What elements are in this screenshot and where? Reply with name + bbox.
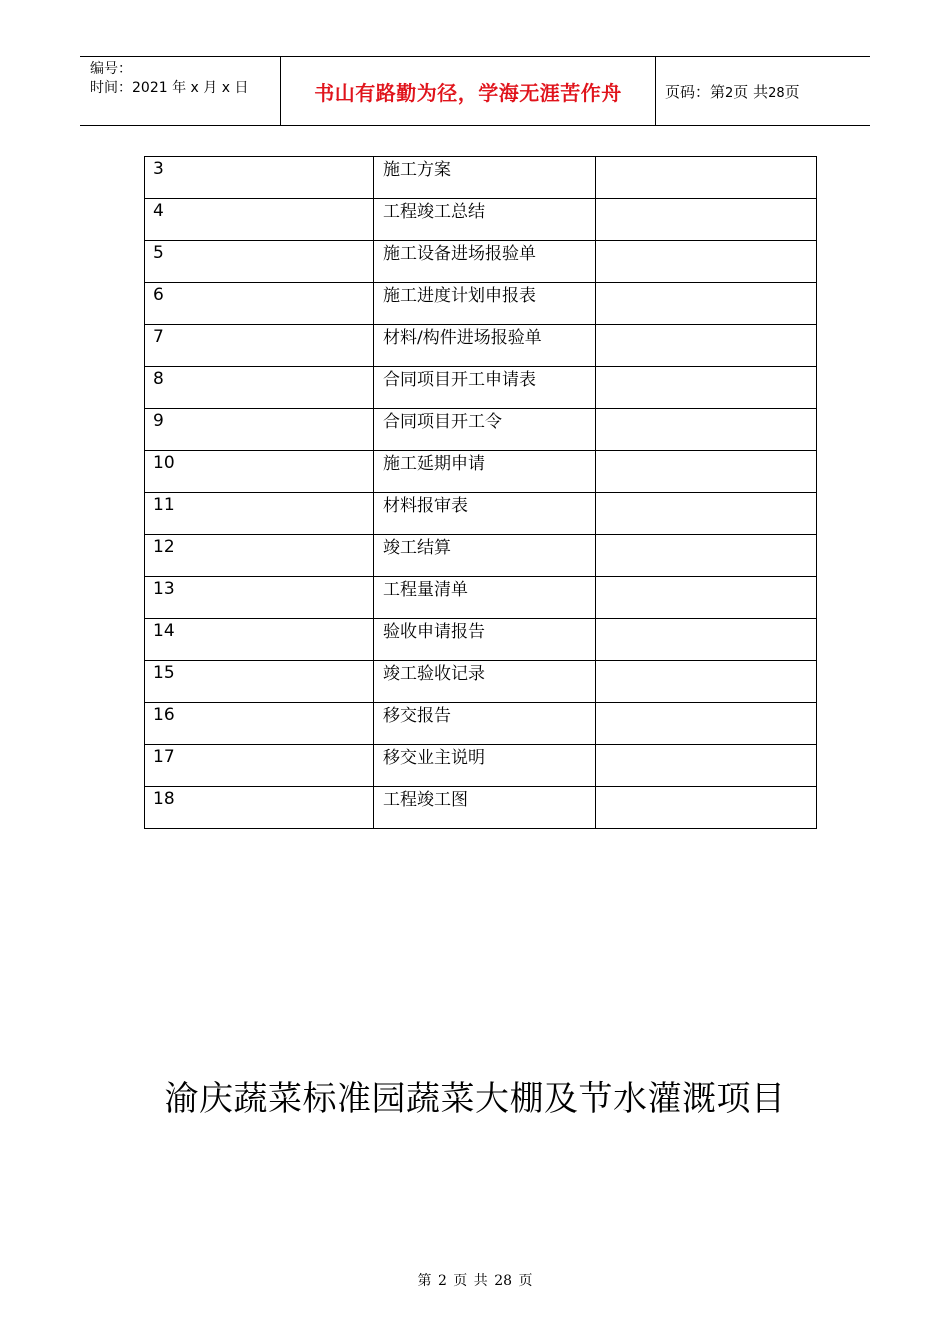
project-title-text: 渝庆蔬菜标准园蔬菜大棚及节水灌溉项目 [164, 1079, 786, 1119]
row-remark-cell [596, 451, 817, 493]
page-footer: 第 2 页 共 28 页 [417, 1273, 533, 1289]
row-remark-cell [596, 157, 817, 199]
row-document-name-cell: 工程竣工总结 [374, 199, 596, 241]
row-remark-cell [596, 535, 817, 577]
row-number-cell: 12 [145, 535, 374, 577]
table-row [145, 283, 817, 325]
row-document-name-cell: 竣工验收记录 [374, 661, 596, 703]
row-number-cell: 6 [145, 283, 374, 325]
row-number-cell: 15 [145, 661, 374, 703]
table-row [145, 451, 817, 493]
row-number-cell: 8 [145, 367, 374, 409]
row-number-cell: 7 [145, 325, 374, 367]
table-row [145, 493, 817, 535]
row-document-name-cell: 移交业主说明 [374, 745, 596, 787]
page-total: 28 [768, 85, 785, 101]
row-number-cell: 11 [145, 493, 374, 535]
row-remark-cell [596, 577, 817, 619]
row-remark-cell [596, 745, 817, 787]
row-number-cell: 14 [145, 619, 374, 661]
header-motto: 书山有路勤为径，学海无涯苦作舟 [314, 80, 622, 105]
row-document-name-cell: 合同项目开工申请表 [374, 367, 596, 409]
table-row [145, 367, 817, 409]
row-number-cell: 18 [145, 787, 374, 829]
row-number-cell: 16 [145, 703, 374, 745]
document-code-label: 编号： [90, 61, 132, 77]
page-current: 2 [725, 85, 734, 101]
page-prefix: 页码：第 [665, 82, 726, 101]
row-document-name-cell: 工程量清单 [374, 577, 596, 619]
row-remark-cell [596, 409, 817, 451]
row-remark-cell [596, 325, 817, 367]
document-date-label: 时间：2021 年 x 月 x 日 [90, 80, 249, 96]
table-row [145, 199, 817, 241]
row-document-name-cell: 工程竣工图 [374, 787, 596, 829]
table-row [145, 661, 817, 703]
table-row [145, 535, 817, 577]
table-body [145, 157, 817, 829]
row-number-cell: 13 [145, 577, 374, 619]
table-row [145, 577, 817, 619]
document-list-table [144, 156, 817, 829]
page-header [80, 56, 870, 126]
row-remark-cell [596, 703, 817, 745]
row-number-cell: 4 [145, 199, 374, 241]
page-suffix: 页 [784, 82, 800, 101]
row-remark-cell [596, 199, 817, 241]
header-meta-cell [80, 57, 281, 125]
row-remark-cell [596, 619, 817, 661]
page-mid: 页 共 [733, 82, 769, 101]
table-row [145, 241, 817, 283]
row-remark-cell [596, 241, 817, 283]
row-document-name-cell: 合同项目开工令 [374, 409, 596, 451]
header-motto-cell [281, 57, 656, 125]
table-row [145, 325, 817, 367]
table-row [145, 157, 817, 199]
row-document-name-cell: 材料报审表 [374, 493, 596, 535]
row-remark-cell [596, 787, 817, 829]
row-number-cell: 5 [145, 241, 374, 283]
row-document-name-cell: 竣工结算 [374, 535, 596, 577]
table-row [145, 703, 817, 745]
row-number-cell: 17 [145, 745, 374, 787]
row-document-name-cell: 移交报告 [374, 703, 596, 745]
row-number-cell: 10 [145, 451, 374, 493]
header-page-cell [656, 57, 870, 125]
row-remark-cell [596, 367, 817, 409]
row-document-name-cell: 材料/构件进场报验单 [374, 325, 596, 367]
row-number-cell: 9 [145, 409, 374, 451]
row-document-name-cell: 施工进度计划申报表 [374, 283, 596, 325]
project-title [0, 1077, 950, 1121]
table-row [145, 619, 817, 661]
row-document-name-cell: 施工设备进场报验单 [374, 241, 596, 283]
header-page-info [656, 81, 800, 102]
row-document-name-cell: 施工方案 [374, 157, 596, 199]
row-document-name-cell: 验收申请报告 [374, 619, 596, 661]
row-remark-cell [596, 283, 817, 325]
row-number-cell: 3 [145, 157, 374, 199]
table-row [145, 409, 817, 451]
table-row [145, 745, 817, 787]
table-row [145, 787, 817, 829]
row-remark-cell [596, 661, 817, 703]
row-document-name-cell: 施工延期申请 [374, 451, 596, 493]
row-remark-cell [596, 493, 817, 535]
